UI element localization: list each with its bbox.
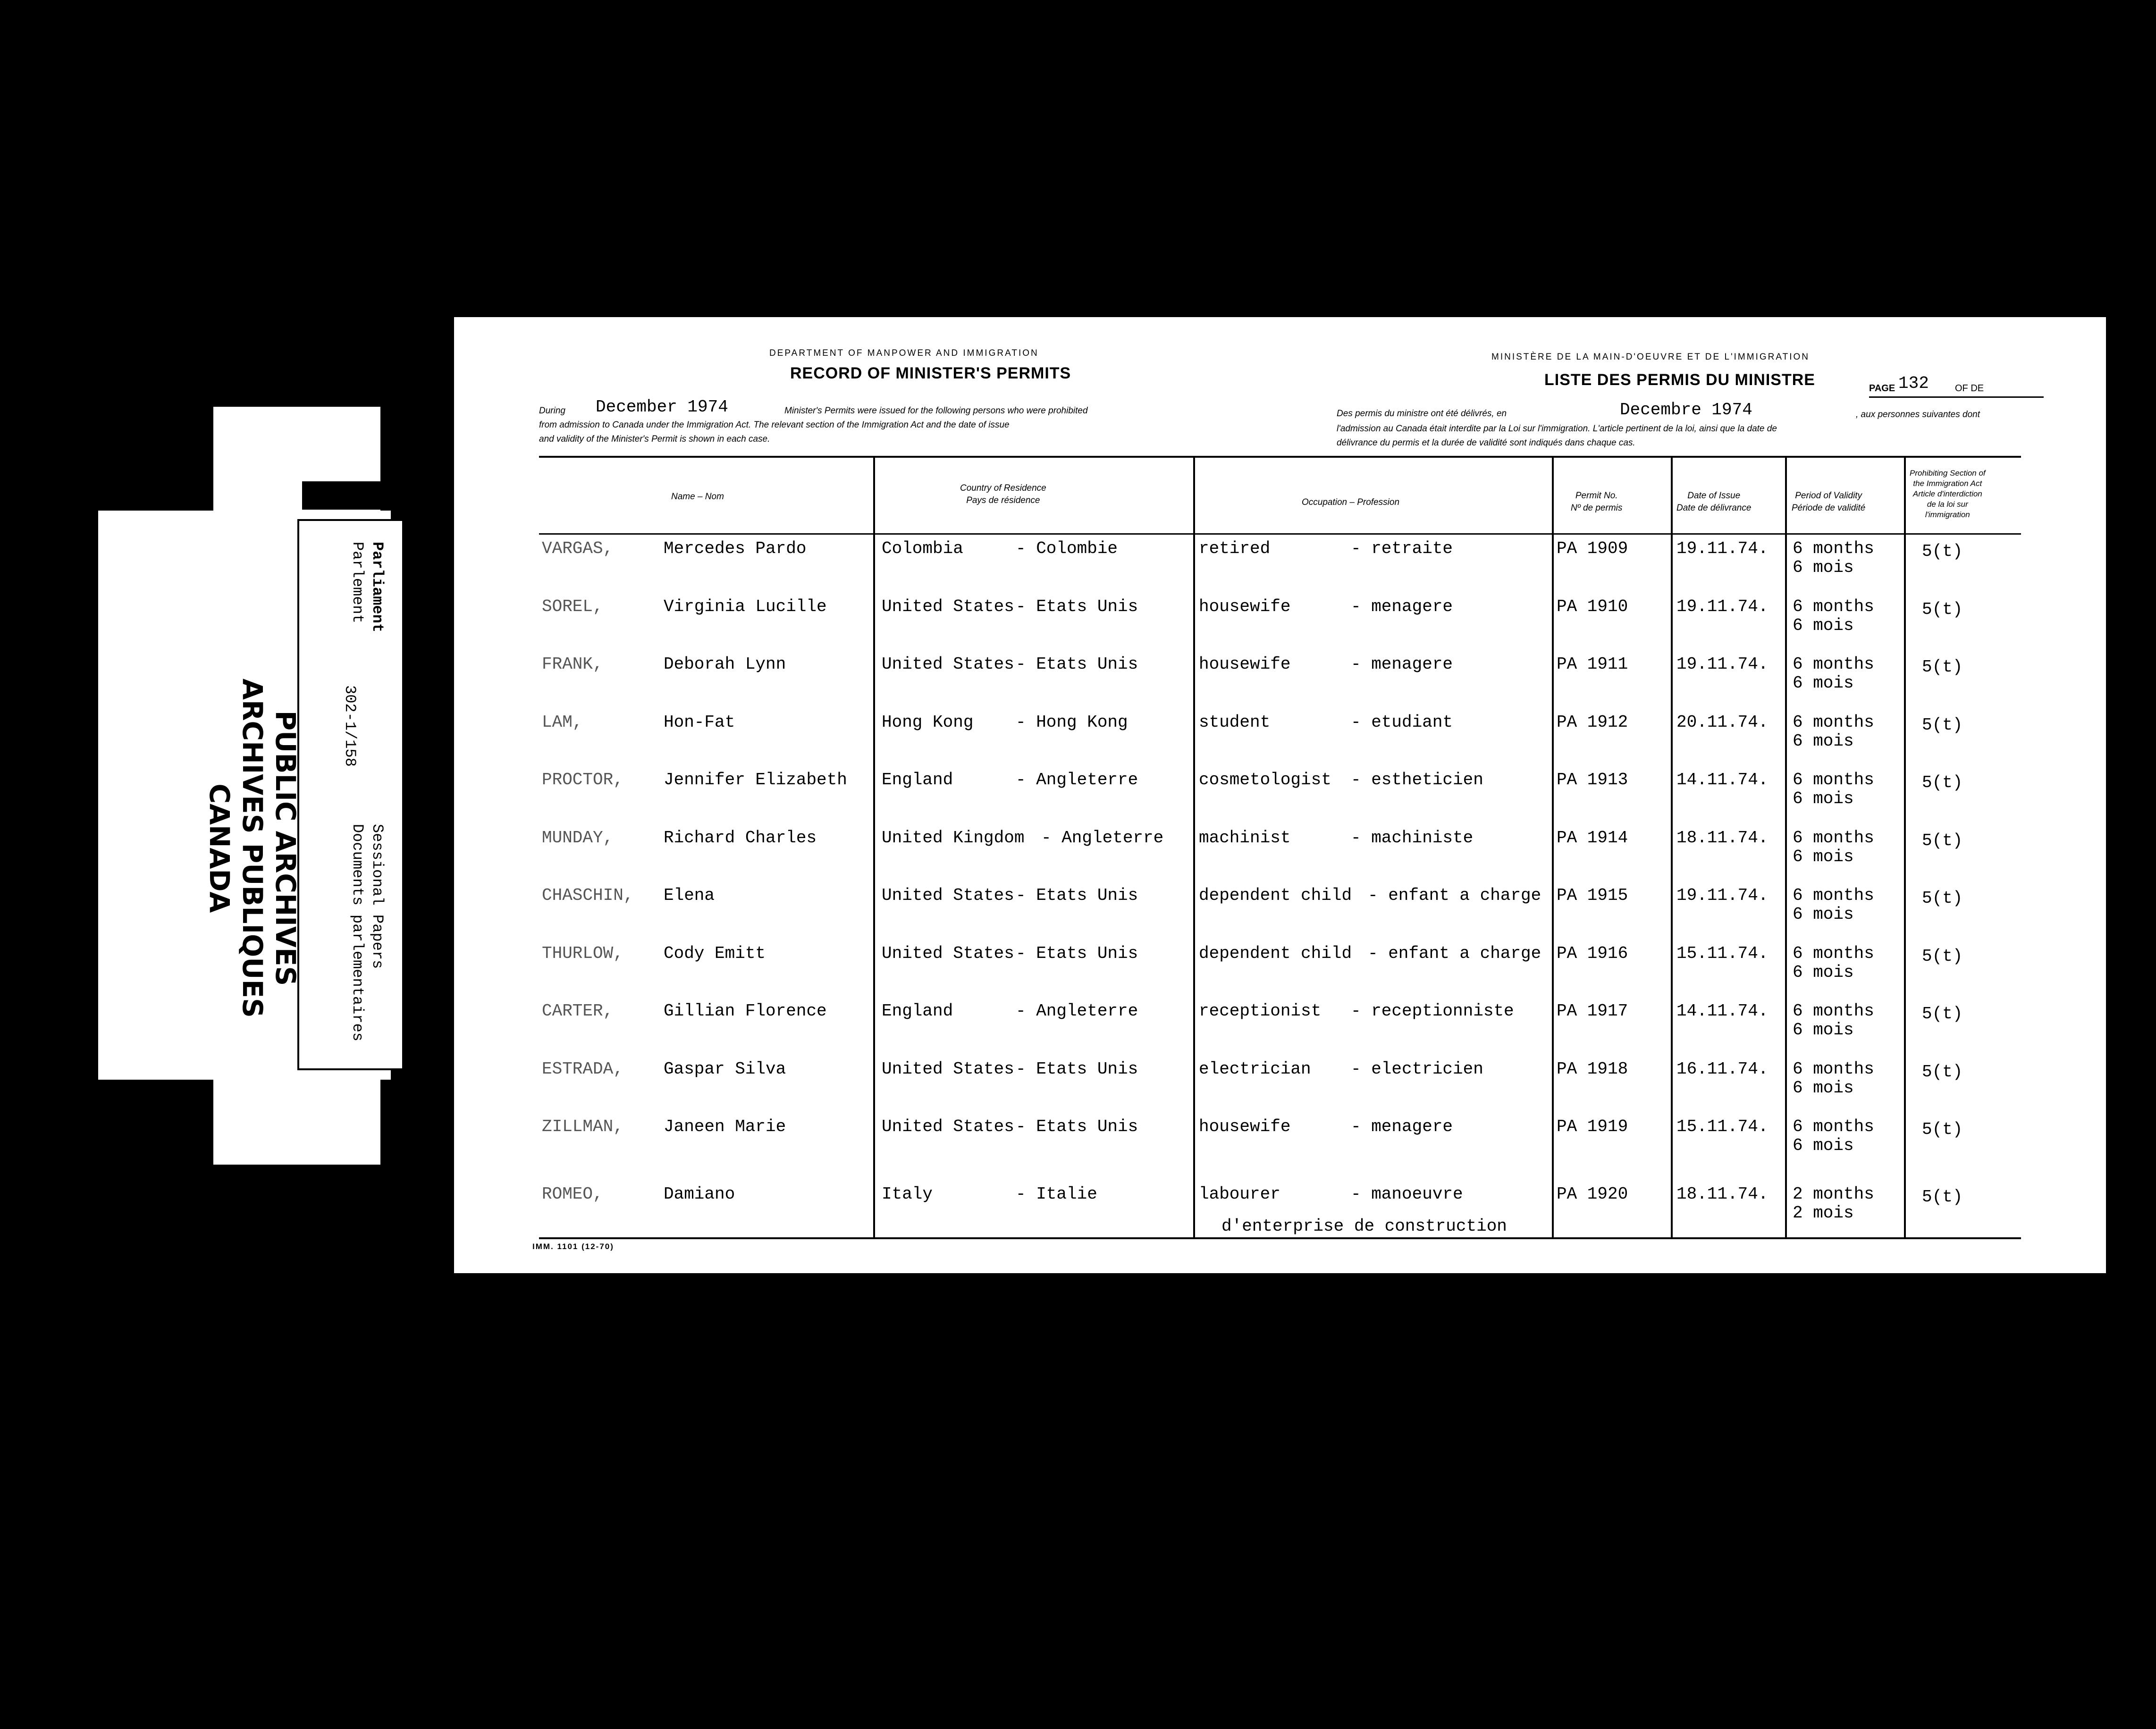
- cell-occ-fr: - manoeuvre: [1351, 1184, 1463, 1204]
- cell-period-en: 6 months: [1793, 1001, 1874, 1021]
- cell-permit: PA 1916: [1557, 943, 1628, 963]
- cell-occ-en: retired: [1199, 539, 1271, 558]
- cell-country-en: England: [882, 1001, 953, 1021]
- cell-date: 19.11.74.: [1676, 539, 1769, 558]
- cell-surname: ZILLMAN,: [542, 1117, 623, 1136]
- col-header-section-line: l'immigration: [1925, 510, 1970, 519]
- cell-occ-fr: - enfant a charge: [1368, 886, 1541, 905]
- cell-occ-fr: - receptionniste: [1351, 1001, 1514, 1021]
- cell-period-en: 6 months: [1793, 712, 1874, 732]
- intro-fr-line1b: , aux personnes suivantes dont: [1856, 410, 1980, 420]
- intro-fr-line2: l'admission au Canada était interdite par la Loi sur l'immigration. L'article pertinent de la loi, ainsi que la date de: [1337, 424, 1777, 434]
- intro-en-line3: and validity of the Minister's Permit is shown in each case.: [539, 434, 770, 444]
- cell-period-fr: 6 mois: [1793, 905, 1854, 924]
- col-header-country-en: Country of Residence: [960, 483, 1046, 493]
- cell-date: 19.11.74.: [1676, 655, 1769, 674]
- sessional-en: Sessional Papers: [369, 824, 386, 969]
- cell-occ-fr: - menagere: [1351, 596, 1453, 616]
- slip-notch: [302, 481, 380, 510]
- cell-period-fr: 6 mois: [1793, 1020, 1854, 1040]
- page-rule: [1869, 396, 2044, 398]
- cell-country-fr: - Angleterre: [1041, 828, 1164, 848]
- col-header-name: Name – Nom: [671, 492, 724, 502]
- cell-permit: PA 1914: [1557, 828, 1628, 848]
- cell-period-fr: 6 mois: [1793, 558, 1854, 577]
- cell-period-fr: 6 mois: [1793, 673, 1854, 693]
- cell-section: 5(t): [1922, 599, 1963, 619]
- cell-given: Elena: [664, 886, 715, 905]
- cell-occ-en: electrician: [1199, 1059, 1311, 1079]
- parliament-label: [347, 542, 387, 632]
- cell-section: 5(t): [1922, 1187, 1963, 1207]
- cell-surname: FRANK,: [542, 655, 603, 674]
- cell-country-en: England: [882, 770, 953, 789]
- cell-surname: THURLOW,: [542, 943, 623, 963]
- cell-surname: VARGAS,: [542, 539, 614, 558]
- col-header-country-fr: Pays de résidence: [966, 495, 1040, 505]
- cell-surname: ROMEO,: [542, 1184, 603, 1204]
- cell-country-en: Colombia: [882, 539, 963, 558]
- cell-occ-en: cosmetologist: [1199, 770, 1331, 789]
- cell-given: Mercedes Pardo: [664, 539, 807, 558]
- sessional-fr: Documents parlementaires: [349, 824, 366, 1041]
- col-header-period-fr: Période de validité: [1792, 503, 1866, 513]
- cell-country-en: Italy: [882, 1184, 933, 1204]
- cell-occ-en: dependent child: [1199, 886, 1352, 905]
- cell-country-en: United States: [882, 596, 1014, 616]
- cell-occ-fr: - etudiant: [1351, 712, 1453, 732]
- cell-given: Deborah Lynn: [664, 655, 786, 674]
- intro-en-line1: Minister's Permits were issued for the following persons who were prohibited: [784, 406, 1088, 416]
- cell-permit: PA 1912: [1557, 712, 1628, 732]
- cell-surname: MUNDAY,: [542, 828, 614, 848]
- col-header-permit: [1571, 490, 1622, 514]
- cell-section: 5(t): [1922, 1120, 1963, 1139]
- archives-line: ARCHIVES PUBLIQUES: [236, 679, 269, 1018]
- cell-section: 5(t): [1922, 1062, 1963, 1082]
- cell-country-fr: - Etats Unis: [1016, 886, 1138, 905]
- col-header-date-fr: Date de délivrance: [1676, 503, 1752, 513]
- cell-section: 5(t): [1922, 542, 1963, 561]
- cell-country-fr: - Colombie: [1016, 539, 1118, 558]
- cell-period-en: 6 months: [1793, 1059, 1874, 1079]
- cell-country-en: United States: [882, 655, 1014, 674]
- cell-period-en: 6 months: [1793, 886, 1874, 905]
- col-divider: [1671, 457, 1673, 1238]
- col-header-occupation: Occupation – Profession: [1302, 497, 1400, 507]
- cell-permit: PA 1920: [1557, 1184, 1628, 1204]
- cell-date: 15.11.74.: [1676, 1117, 1769, 1136]
- cell-occ-en: dependent child: [1199, 943, 1352, 963]
- sessional-papers-label: [347, 824, 387, 1041]
- col-header-period: [1792, 490, 1865, 514]
- cell-country-en: United States: [882, 1059, 1014, 1079]
- cell-period-en: 2 months: [1793, 1184, 1874, 1204]
- cell-occ-fr: - estheticien: [1351, 770, 1483, 789]
- cell-country-fr: - Etats Unis: [1016, 1059, 1138, 1079]
- cell-occ-fr: - machiniste: [1351, 828, 1474, 848]
- cell-country-fr: - Etats Unis: [1016, 596, 1138, 616]
- cell-period-fr: 6 mois: [1793, 1078, 1854, 1098]
- reference-number: 302-1/158: [341, 685, 359, 767]
- cell-date: 14.11.74.: [1676, 770, 1769, 789]
- cell-period-fr: 6 mois: [1793, 1136, 1854, 1155]
- archives-stamp: [203, 679, 302, 1018]
- month-fr: Decembre 1974: [1620, 400, 1752, 420]
- cell-given: Virginia Lucille: [664, 596, 827, 616]
- month-en: December 1974: [596, 397, 728, 417]
- cell-section: 5(t): [1922, 831, 1963, 850]
- cell-country-en: Hong Kong: [882, 712, 974, 732]
- col-header-section-line: Article d'interdiction: [1912, 489, 1982, 498]
- cell-country-en: United Kingdom: [882, 828, 1025, 848]
- cell-surname: CHASCHIN,: [542, 886, 634, 905]
- cell-country-en: United States: [882, 1117, 1014, 1136]
- cell-section: 5(t): [1922, 773, 1963, 792]
- col-header-date: [1676, 490, 1751, 514]
- cell-period-fr: 6 mois: [1793, 962, 1854, 982]
- cell-period-fr: 6 mois: [1793, 847, 1854, 866]
- intro-en-line2: from admission to Canada under the Immigration Act. The relevant section of the Immigration Act and the date of issue: [539, 420, 1010, 430]
- cell-given: Gillian Florence: [664, 1001, 827, 1021]
- cell-surname: LAM,: [542, 712, 583, 732]
- cell-period-en: 6 months: [1793, 539, 1874, 558]
- cell-occ-en: receptionist: [1199, 1001, 1322, 1021]
- cell-permit: PA 1918: [1557, 1059, 1628, 1079]
- dept-name-fr: MINISTÈRE DE LA MAIN-D'OEUVRE ET DE L'IMMIGRATION: [1491, 352, 1810, 362]
- col-divider: [1193, 457, 1195, 1238]
- cell-surname: PROCTOR,: [542, 770, 623, 789]
- col-header-section-line: de la loi sur: [1927, 500, 1968, 509]
- col-divider: [873, 457, 875, 1238]
- col-header-date-en: Date of Issue: [1687, 491, 1741, 501]
- cell-permit: PA 1913: [1557, 770, 1628, 789]
- cell-period-fr: 6 mois: [1793, 731, 1854, 751]
- page-label: PAGE: [1869, 383, 1895, 394]
- cell-given: Jennifer Elizabeth: [664, 770, 847, 789]
- title-fr: LISTE DES PERMIS DU MINISTRE: [1544, 371, 1815, 389]
- cell-section: 5(t): [1922, 946, 1963, 966]
- cell-occ-fr: - enfant a charge: [1368, 943, 1541, 963]
- cell-occ-en: housewife: [1199, 1117, 1291, 1136]
- parliament-en: Parliament: [369, 542, 386, 633]
- cell-surname: SOREL,: [542, 596, 603, 616]
- cell-date: 18.11.74.: [1676, 828, 1769, 848]
- cell-occ-en: machinist: [1199, 828, 1291, 848]
- cell-date: 18.11.74.: [1676, 1184, 1769, 1204]
- cell-permit: PA 1915: [1557, 886, 1628, 905]
- cell-date: 15.11.74.: [1676, 943, 1769, 963]
- cell-occ-fr: - menagere: [1351, 655, 1453, 674]
- cell-surname: CARTER,: [542, 1001, 614, 1021]
- dept-name-en: DEPARTMENT OF MANPOWER AND IMMIGRATION: [769, 348, 1039, 358]
- cell-occ-fr: - retraite: [1351, 539, 1453, 558]
- table-bottom-rule: [539, 1237, 2021, 1239]
- cell-section: 5(t): [1922, 889, 1963, 908]
- col-header-period-en: Period of Validity: [1795, 491, 1862, 501]
- cell-period-en: 6 months: [1793, 655, 1874, 674]
- title-en: RECORD OF MINISTER'S PERMITS: [790, 364, 1071, 382]
- cell-period-en: 6 months: [1793, 828, 1874, 848]
- cell-permit: PA 1911: [1557, 655, 1628, 674]
- cell-period-fr: 2 mois: [1793, 1203, 1854, 1223]
- cell-period-en: 6 months: [1793, 943, 1874, 963]
- cell-date: 20.11.74.: [1676, 712, 1769, 732]
- col-header-country: [960, 482, 1046, 507]
- cell-country-en: United States: [882, 943, 1014, 963]
- cell-given: Gaspar Silva: [664, 1059, 786, 1079]
- col-header-section-line: the Immigration Act: [1913, 479, 1982, 488]
- col-header-permit-en: Permit No.: [1575, 491, 1618, 501]
- cell-occ-fr: - electricien: [1351, 1059, 1483, 1079]
- cell-country-fr: - Etats Unis: [1016, 655, 1138, 674]
- col-header-permit-fr: Nº de permis: [1571, 503, 1623, 513]
- cell-country-fr: - Angleterre: [1016, 1001, 1138, 1021]
- cell-occ-en: labourer: [1199, 1184, 1280, 1204]
- cell-permit: PA 1917: [1557, 1001, 1628, 1021]
- cell-permit: PA 1909: [1557, 539, 1628, 558]
- occupation-extra: d'enterprise de construction: [1221, 1217, 1507, 1236]
- cell-occ-en: housewife: [1199, 596, 1291, 616]
- cell-given: Hon-Fat: [664, 712, 735, 732]
- col-divider: [1785, 457, 1787, 1238]
- table-top-rule: [539, 456, 2021, 458]
- cell-country-en: United States: [882, 886, 1014, 905]
- cell-country-fr: - Hong Kong: [1016, 712, 1128, 732]
- cell-period-en: 6 months: [1793, 770, 1874, 789]
- cell-section: 5(t): [1922, 657, 1963, 677]
- cell-given: Richard Charles: [664, 828, 817, 848]
- cell-date: 19.11.74.: [1676, 596, 1769, 616]
- cell-country-fr: - Italie: [1016, 1184, 1097, 1204]
- cell-period-fr: 6 mois: [1793, 615, 1854, 635]
- header-bottom-rule: [539, 533, 2021, 535]
- cell-country-fr: - Angleterre: [1016, 770, 1138, 789]
- intro-fr-line3: délivrance du permis et la durée de validité sont indiqués dans chaque cas.: [1337, 438, 1635, 448]
- intro-fr-line1a: Des permis du ministre ont été délivrés, en: [1337, 409, 1507, 419]
- col-divider: [1904, 457, 1906, 1238]
- col-divider: [1552, 457, 1554, 1238]
- cell-occ-en: housewife: [1199, 655, 1291, 674]
- cell-section: 5(t): [1922, 715, 1963, 735]
- archives-line: CANADA: [203, 783, 236, 913]
- cell-date: 14.11.74.: [1676, 1001, 1769, 1021]
- cell-surname: ESTRADA,: [542, 1059, 623, 1079]
- cell-date: 19.11.74.: [1676, 886, 1769, 905]
- cell-given: Janeen Marie: [664, 1117, 786, 1136]
- cell-permit: PA 1910: [1557, 596, 1628, 616]
- parliament-fr: Parlement: [349, 542, 366, 623]
- form-number: IMM. 1101 (12-70): [532, 1242, 614, 1251]
- cell-given: Cody Emitt: [664, 943, 766, 963]
- cell-period-fr: 6 mois: [1793, 789, 1854, 808]
- cell-section: 5(t): [1922, 1004, 1963, 1024]
- cell-period-en: 6 months: [1793, 1117, 1874, 1136]
- cell-permit: PA 1919: [1557, 1117, 1628, 1136]
- record-sheet: [454, 317, 2106, 1273]
- cell-occ-fr: - menagere: [1351, 1117, 1453, 1136]
- cell-country-fr: - Etats Unis: [1016, 1117, 1138, 1136]
- page-number: 132: [1898, 374, 1929, 393]
- cell-date: 16.11.74.: [1676, 1059, 1769, 1079]
- col-header-section-line: Prohibiting Section of: [1910, 469, 1986, 478]
- cell-country-fr: - Etats Unis: [1016, 943, 1138, 963]
- cell-period-en: 6 months: [1793, 596, 1874, 616]
- cell-occ-en: student: [1199, 712, 1271, 732]
- cell-given: Damiano: [664, 1184, 735, 1204]
- during-label: During: [539, 406, 565, 416]
- archives-line: PUBLIC ARCHIVES: [270, 710, 302, 986]
- col-header-section: [1910, 468, 1986, 520]
- page-of-label: OF DE: [1955, 383, 1984, 394]
